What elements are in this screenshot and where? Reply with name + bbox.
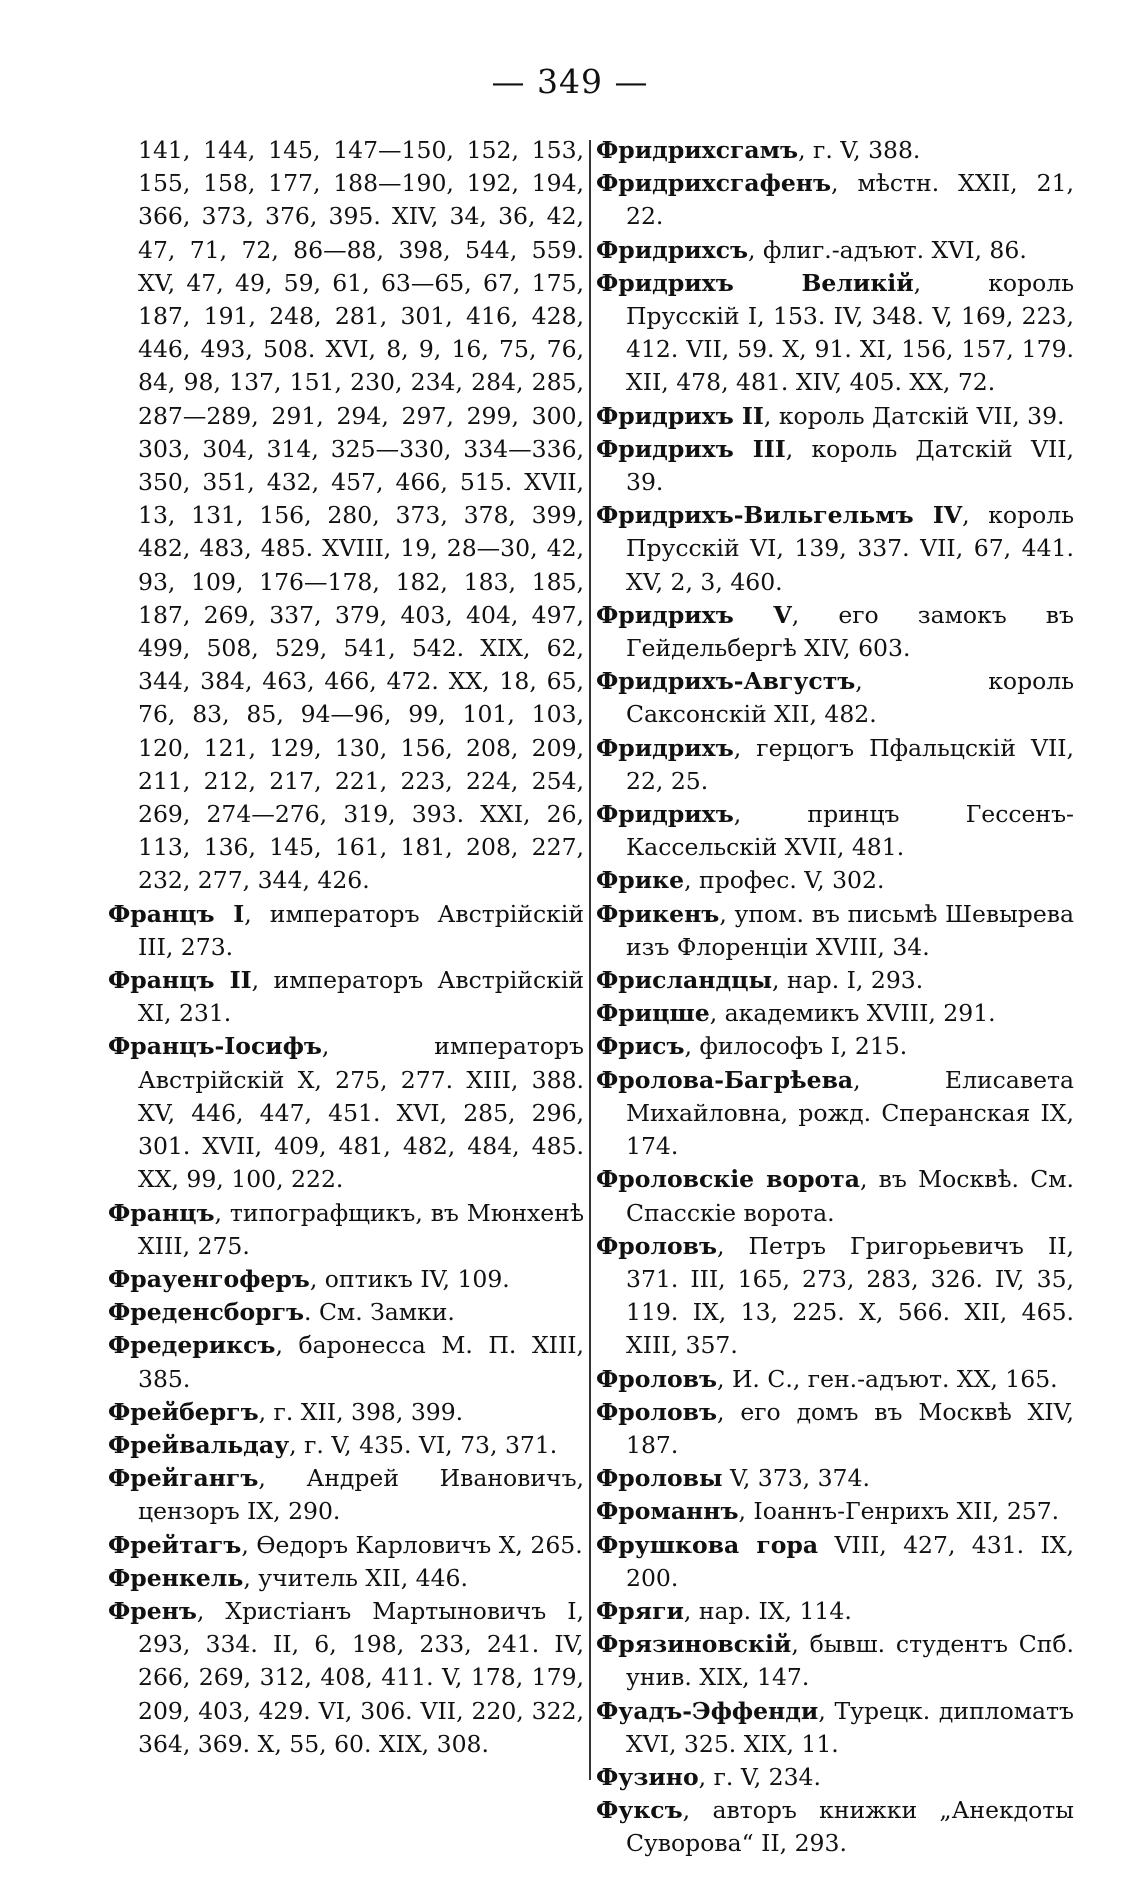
index-entry xyxy=(596,1462,1074,1495)
entry-references: , Елисавета Михайловна, рожд. Сперанская IX, 174. xyxy=(626,1065,1074,1161)
index-entry xyxy=(596,1529,1074,1595)
index-entry xyxy=(108,1396,584,1429)
entry-references: , г. V, 234. xyxy=(698,1762,821,1791)
entry-headword: Фроловъ xyxy=(596,1364,717,1393)
entry-headword: Фредериксъ xyxy=(108,1331,276,1360)
index-entry xyxy=(596,964,1074,997)
index-entry xyxy=(108,898,584,964)
entry-references: , король Датскій VII, 39. xyxy=(626,434,1074,497)
left-entry-list xyxy=(108,898,584,1761)
index-entry xyxy=(108,1329,584,1395)
index-entry xyxy=(596,665,1074,731)
entry-references: , императоръ Австрійскій III, 273. xyxy=(138,899,585,961)
entry-references: , его замокъ въ Гейдельбергѣ XIV, 603. xyxy=(626,600,1074,663)
entry-references: , философъ I, 215. xyxy=(684,1032,908,1061)
entry-references: , авторъ книжки „Анекдоты Суворова“ II, 293. xyxy=(626,1796,1074,1858)
index-entry xyxy=(596,1396,1074,1462)
index-entry xyxy=(596,997,1074,1030)
entry-references: , Христіанъ Мартыновичъ I, 293, 334. II, 6, 198, 233, 241. IV, 266, 269, 312, 408, 411. V, 178, 179, 209, 403, 429. VI, 306. VII, 220, 322, 364, 369. X, 55, 60. XIX, 308. xyxy=(138,1596,584,1758)
entry-headword: Фридрихъ-Вильгельмъ IV xyxy=(596,501,963,530)
entry-headword: Фроманнъ xyxy=(596,1497,739,1526)
entry-references: V, 373, 374. xyxy=(722,1464,870,1493)
entry-headword: Фридрихъ Великій xyxy=(596,268,914,297)
entry-references: , баронесса М. П. XIII, 385. xyxy=(138,1331,584,1393)
page-number: — 349 — xyxy=(491,62,649,101)
entry-headword: Френкель xyxy=(108,1563,244,1592)
index-entry xyxy=(596,267,1074,400)
entry-headword: Францъ I xyxy=(108,899,245,928)
entry-references: , нар. I, 293. xyxy=(772,966,924,995)
index-entry xyxy=(108,1429,584,1462)
entry-references: , нар. IX, 114. xyxy=(683,1596,852,1625)
entry-references: , императоръ Австрійскій XI, 231. xyxy=(138,966,584,1028)
entry-headword: Фрикенъ xyxy=(596,899,720,928)
entry-headword: Францъ II xyxy=(108,966,252,995)
entry-references: , учитель XII, 446. xyxy=(243,1563,468,1592)
entry-references: , императоръ Австрійскій X, 275, 277. XIII, 388. XV, 446, 447, 451. XVI, 285, 296, 301. XVII, 409, 481, 482, 484, 485. XX, 99, 100, 222. xyxy=(138,1032,584,1194)
entry-references: , г. XII, 398, 399. xyxy=(258,1397,464,1426)
entry-references: , принцъ Гессенъ-Кассельскій XVII, 481. xyxy=(626,800,1074,862)
entry-headword: Францъ-Іосифъ xyxy=(108,1032,322,1061)
entry-headword: Фридрихсгамъ xyxy=(596,136,799,164)
entry-headword: Фроловскіе ворота xyxy=(596,1165,860,1194)
entry-references: , академикъ XVIII, 291. xyxy=(709,999,996,1028)
entry-headword: Фуадъ-Эффенди xyxy=(596,1696,819,1725)
entry-references: , король Саксонскій XII, 482. xyxy=(626,667,1074,729)
entry-headword: Фридрихсгафенъ xyxy=(596,169,831,198)
entry-headword: Фридрихъ III xyxy=(596,434,786,463)
index-entry xyxy=(596,1030,1074,1063)
index-entry xyxy=(108,1263,584,1296)
entry-references: , флиг.-адъют. XVI, 86. xyxy=(748,235,1027,264)
index-entry xyxy=(596,1628,1074,1694)
entry-headword: Фуксъ xyxy=(596,1796,683,1825)
index-entry xyxy=(108,1595,584,1761)
entry-references: , его домъ въ Москвѣ XIV, 187. xyxy=(626,1397,1074,1459)
entry-references: , мѣстн. XXII, 21, 22. xyxy=(626,169,1074,231)
index-entry xyxy=(596,1695,1074,1761)
entry-references: , оптикъ IV, 109. xyxy=(309,1264,510,1293)
entry-references: , Іоаннъ-Генрихъ XII, 257. xyxy=(738,1497,1060,1526)
index-entry xyxy=(596,1761,1074,1794)
entry-headword: Фрушкова гора xyxy=(596,1530,819,1559)
entry-headword: Фряги xyxy=(596,1596,684,1625)
index-entry xyxy=(108,1529,584,1562)
entry-references: , Андрей Ивановичъ, цензоръ IX, 290. xyxy=(138,1464,584,1526)
entry-headword: Фридрихъ-Августъ xyxy=(596,667,856,696)
entry-headword: Фридрихъ xyxy=(596,733,734,762)
entry-headword: Френъ xyxy=(108,1596,197,1625)
index-entry xyxy=(596,898,1074,964)
index-entry xyxy=(596,167,1074,233)
entry-references: , Ѳедоръ Карловичъ X, 265. xyxy=(241,1530,583,1559)
index-entry xyxy=(596,1163,1074,1229)
entry-headword: Фрике xyxy=(596,866,685,895)
entry-references: . См. Замки. xyxy=(304,1298,455,1327)
entry-headword: Фрейгангъ xyxy=(108,1464,259,1493)
index-entry xyxy=(596,1595,1074,1628)
continued-entry-text: 141, 144, 145, 147—150, 152, 153, 155, 158, 177, 188—190, 192, 194, 366, 373, 376, 395. XIV, 34, 36, 42, 47, 71, 72, 86—88, 398, 544, 559. XV, 47, 49, 59, 61, 63—65, 67, 175, 187, 191, 248, 281, 301, 416, 428, 446, 493, 508. XVI, 8, 9, 16, 75, 76, 84, 98, 137, 151, 230, 234, 284, 285, 287—289, 291, 294, 297, 299, 300, 303, 304, 314, 325—330, 334—336, 350, 351, 432, 457, 466, 515. XVII, 13, 131, 156, 280, 373, 378, 399, 482, 483, 485. XVIII, 19, 28—30, 42, 93, 109, 176—178, 182, 183, 185, 187, 269, 337, 379, 403, 404, 497, 499, 508, 529, 541, 542. XIX, 62, 344, 384, 463, 466, 472. XX, 18, 65, 76, 83, 85, 94—96, 99, 101, 103, 120, 121, 129, 130, 156, 208, 209, 211, 212, 217, 221, 223, 224, 254, 269, 274—276, 319, 393. XXI, 26, 113, 136, 145, 161, 181, 208, 227, 232, 277, 344, 426. xyxy=(138,136,584,895)
entry-headword: Фридрихъ V xyxy=(596,600,792,629)
entry-headword: Фридрихсъ xyxy=(596,235,749,264)
index-entry xyxy=(596,732,1074,798)
index-entry xyxy=(108,964,584,1030)
index-entry xyxy=(596,1064,1074,1164)
index-entry xyxy=(596,499,1074,599)
entry-headword: Фрязиновскій xyxy=(596,1630,792,1659)
index-entry xyxy=(596,134,1074,167)
index-entry xyxy=(596,798,1074,864)
entry-headword: Фролова-Багрѣева xyxy=(596,1065,854,1094)
entry-headword: Фроловъ xyxy=(596,1231,717,1260)
entry-references: , Петръ Григорьевичъ II, 371. III, 165, 273, 283, 326. IV, 35, 119. IX, 13, 225. X, 566. XII, 465. XIII, 357. xyxy=(626,1231,1074,1360)
entry-references: , Турецк. дипломатъ XVI, 325. XIX, 11. xyxy=(626,1696,1074,1758)
index-entry xyxy=(108,1197,584,1263)
entry-headword: Фрицше xyxy=(596,999,710,1028)
index-entry xyxy=(596,1230,1074,1363)
right-entry-list xyxy=(596,134,1074,1861)
index-entry xyxy=(596,599,1074,665)
column-divider xyxy=(589,140,591,1780)
index-entry xyxy=(596,864,1074,897)
right-column xyxy=(596,134,1074,1861)
entry-headword: Фридрихъ xyxy=(596,800,734,829)
entry-references: , король Датскій VII, 39. xyxy=(763,401,1065,430)
entry-headword: Фузино xyxy=(596,1762,699,1791)
index-entry xyxy=(596,1495,1074,1528)
entry-references: , въ Москвѣ. См. Спасскіе ворота. xyxy=(626,1165,1074,1227)
entry-headword: Фрауенгоферъ xyxy=(108,1264,310,1293)
index-entry xyxy=(596,400,1074,433)
entry-references: , профес. V, 302. xyxy=(684,866,885,895)
entry-headword: Фрисландцы xyxy=(596,966,773,995)
index-entry xyxy=(596,1794,1074,1860)
index-entry xyxy=(108,1296,584,1329)
index-entry xyxy=(596,1363,1074,1396)
entry-headword: Фроловы xyxy=(596,1464,723,1493)
entry-references: , герцогъ Пфальцскій VII, 22, 25. xyxy=(626,733,1074,795)
entry-references: , король Прусскій I, 153. IV, 348. V, 169, 223, 412. VII, 59. X, 91. XI, 156, 157, 179. XII, 478, 481. XIV, 405. XX, 72. xyxy=(626,268,1074,397)
entry-references: , типографщикъ, въ Мюнхенѣ XIII, 275. xyxy=(138,1198,584,1260)
entry-headword: Фридрихъ II xyxy=(596,401,764,430)
index-entry xyxy=(108,1030,584,1196)
entry-headword: Фрисъ xyxy=(596,1032,685,1061)
entry-headword: Фрейтагъ xyxy=(108,1530,242,1559)
entry-headword: Францъ xyxy=(108,1198,215,1227)
entry-references: , И. С., ген.-адъют. XX, 165. xyxy=(717,1364,1058,1393)
index-entry xyxy=(108,1462,584,1528)
entry-headword: Фрейвальдау xyxy=(108,1430,290,1459)
entry-headword: Фроловъ xyxy=(596,1397,717,1426)
entry-headword: Фрейбергъ xyxy=(108,1397,259,1426)
entry-references: , г. V, 435. VI, 73, 371. xyxy=(289,1430,558,1459)
index-entry xyxy=(596,234,1074,267)
entry-references: , упом. въ письмѣ Шевырева изъ Флоренціи XVIII, 34. xyxy=(626,899,1074,961)
index-entry xyxy=(596,433,1074,499)
entry-references: , бывш. студентъ Спб. унив. XIX, 147. xyxy=(626,1630,1074,1692)
entry-references: VIII, 427, 431. IX, 200. xyxy=(626,1530,1074,1592)
index-entry xyxy=(108,1562,584,1595)
entry-references: , король Прусскій VI, 139, 337. VII, 67, 441. XV, 2, 3, 460. xyxy=(626,501,1074,596)
entry-headword: Фреденсборгъ xyxy=(108,1298,305,1327)
left-column xyxy=(108,134,584,1761)
entry-references: , г. V, 388. xyxy=(798,136,921,164)
